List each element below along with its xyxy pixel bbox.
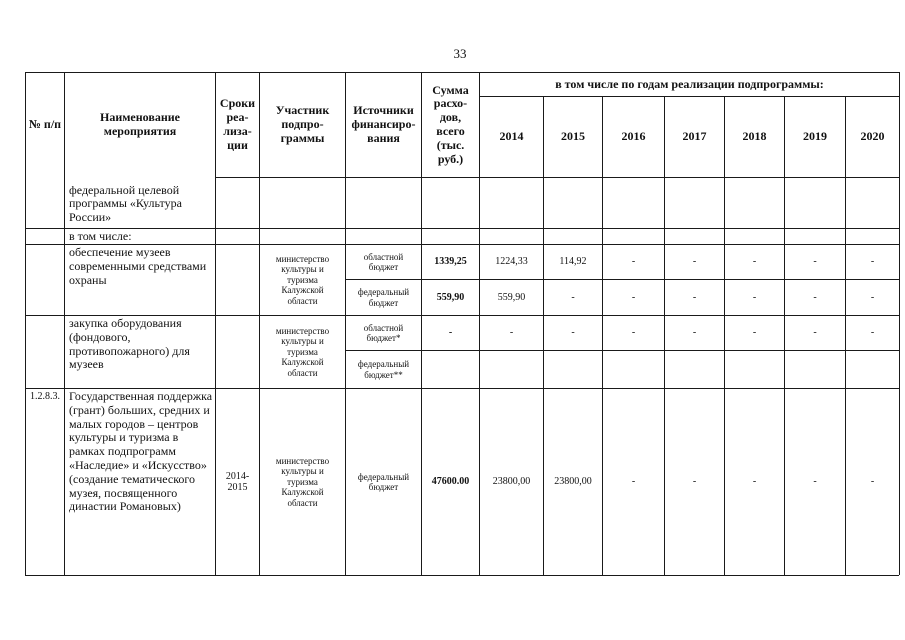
header-period: Сроки реа-лиза-ции [219,96,256,152]
grant-source: федеральный бюджет [357,471,410,492]
header-by-years: в том числе по годам реализации подпрограммы: [555,76,824,91]
header-year-2014: 2014 [499,129,524,144]
security-federal-2020: - [870,291,875,303]
security-federal-source: федеральный бюджет [357,287,410,308]
grant-participant: министерство культуры и туризма Калужской области [275,456,330,508]
equipment-regional-2017: - [692,327,697,339]
security-regional-2017: - [692,256,697,268]
security-name: обеспечение музеев современными средствами охраны [69,245,207,287]
security-regional-2020: - [870,256,875,268]
security-federal-2019: - [813,291,817,303]
header-year-2019: 2019 [803,129,827,144]
header-source: Источники финансиро-вания [351,103,416,145]
equipment-regional-2014: - [509,327,514,339]
security-regional-2019: - [813,256,817,268]
grant-2019: - [813,476,817,488]
grant-total: 47600.00 [431,476,470,488]
security-participant: министерство культуры и туризма Калужской области [275,254,330,306]
grant-name: Государственная поддержка (грант) больших, средних и малых городов – центров культуры и туризма в рамках подпрограмм «Наследие» и «Искусство» (создание тематического музея, посвященного династии Романовых) [69,389,213,514]
security-regional-2018: - [752,256,757,268]
equipment-participant: министерство культуры и туризма Калужской области [275,326,330,378]
grant-2020: - [870,476,875,488]
subheading: в том числе: [69,228,132,243]
security-federal-2014: 559,90 [497,291,526,303]
equipment-regional-2015: - [571,327,575,339]
security-federal-2018: - [752,291,757,303]
rule-equipment-mid [345,350,899,351]
header-num: № п/п [28,117,62,132]
rule-col-right [899,72,900,575]
security-regional-2015: 114,92 [559,256,587,268]
header-total: Сумма расхо-дов, всего (тыс. руб.) [432,82,469,166]
security-regional-source: областной бюджет [363,251,404,272]
grant-2014: 23800,00 [492,476,531,488]
security-federal-2015: - [571,291,575,303]
equipment-regional-source: областной бюджет* [363,322,404,343]
equipment-regional-2018: - [752,327,757,339]
security-federal-2017: - [692,291,697,303]
grant-2017: - [692,476,697,488]
rule-header-bottom [215,177,899,178]
header-participant: Участник подпро-граммы [275,103,330,145]
equipment-regional-2020: - [870,327,875,339]
grant-2015: 23800,00 [554,476,592,488]
security-regional-total: 1339,25 [434,256,467,268]
page-number: 33 [453,46,467,61]
equipment-regional-total: - [448,327,453,339]
equipment-name: закупка оборудования (фондового, противопожарного) для музеев [69,316,190,372]
security-federal-2016: - [631,291,636,303]
header-year-2018: 2018 [742,129,767,144]
grant-num: 1.2.8.3. [30,391,60,402]
grant-period: 2014-2015 [225,470,250,493]
header-year-2020: 2020 [860,129,885,144]
equipment-regional-2019: - [813,327,817,339]
security-regional-2014: 1224,33 [495,256,528,268]
equipment-regional-2016: - [631,327,636,339]
rule-grant-bottom [25,575,899,576]
header-year-2017: 2017 [682,129,707,144]
header-year-2016: 2016 [621,129,646,144]
header-year-2015: 2015 [561,129,585,144]
continued-name: федеральной целевой программы «Культура России» [69,182,182,225]
security-regional-2016: - [631,256,636,268]
security-federal-total: 559,90 [436,291,465,303]
header-name: Наименование мероприятия [100,110,180,138]
equipment-federal-source: федеральный бюджет** [357,359,410,380]
grant-2016: - [631,476,636,488]
grant-2018: - [752,476,757,488]
